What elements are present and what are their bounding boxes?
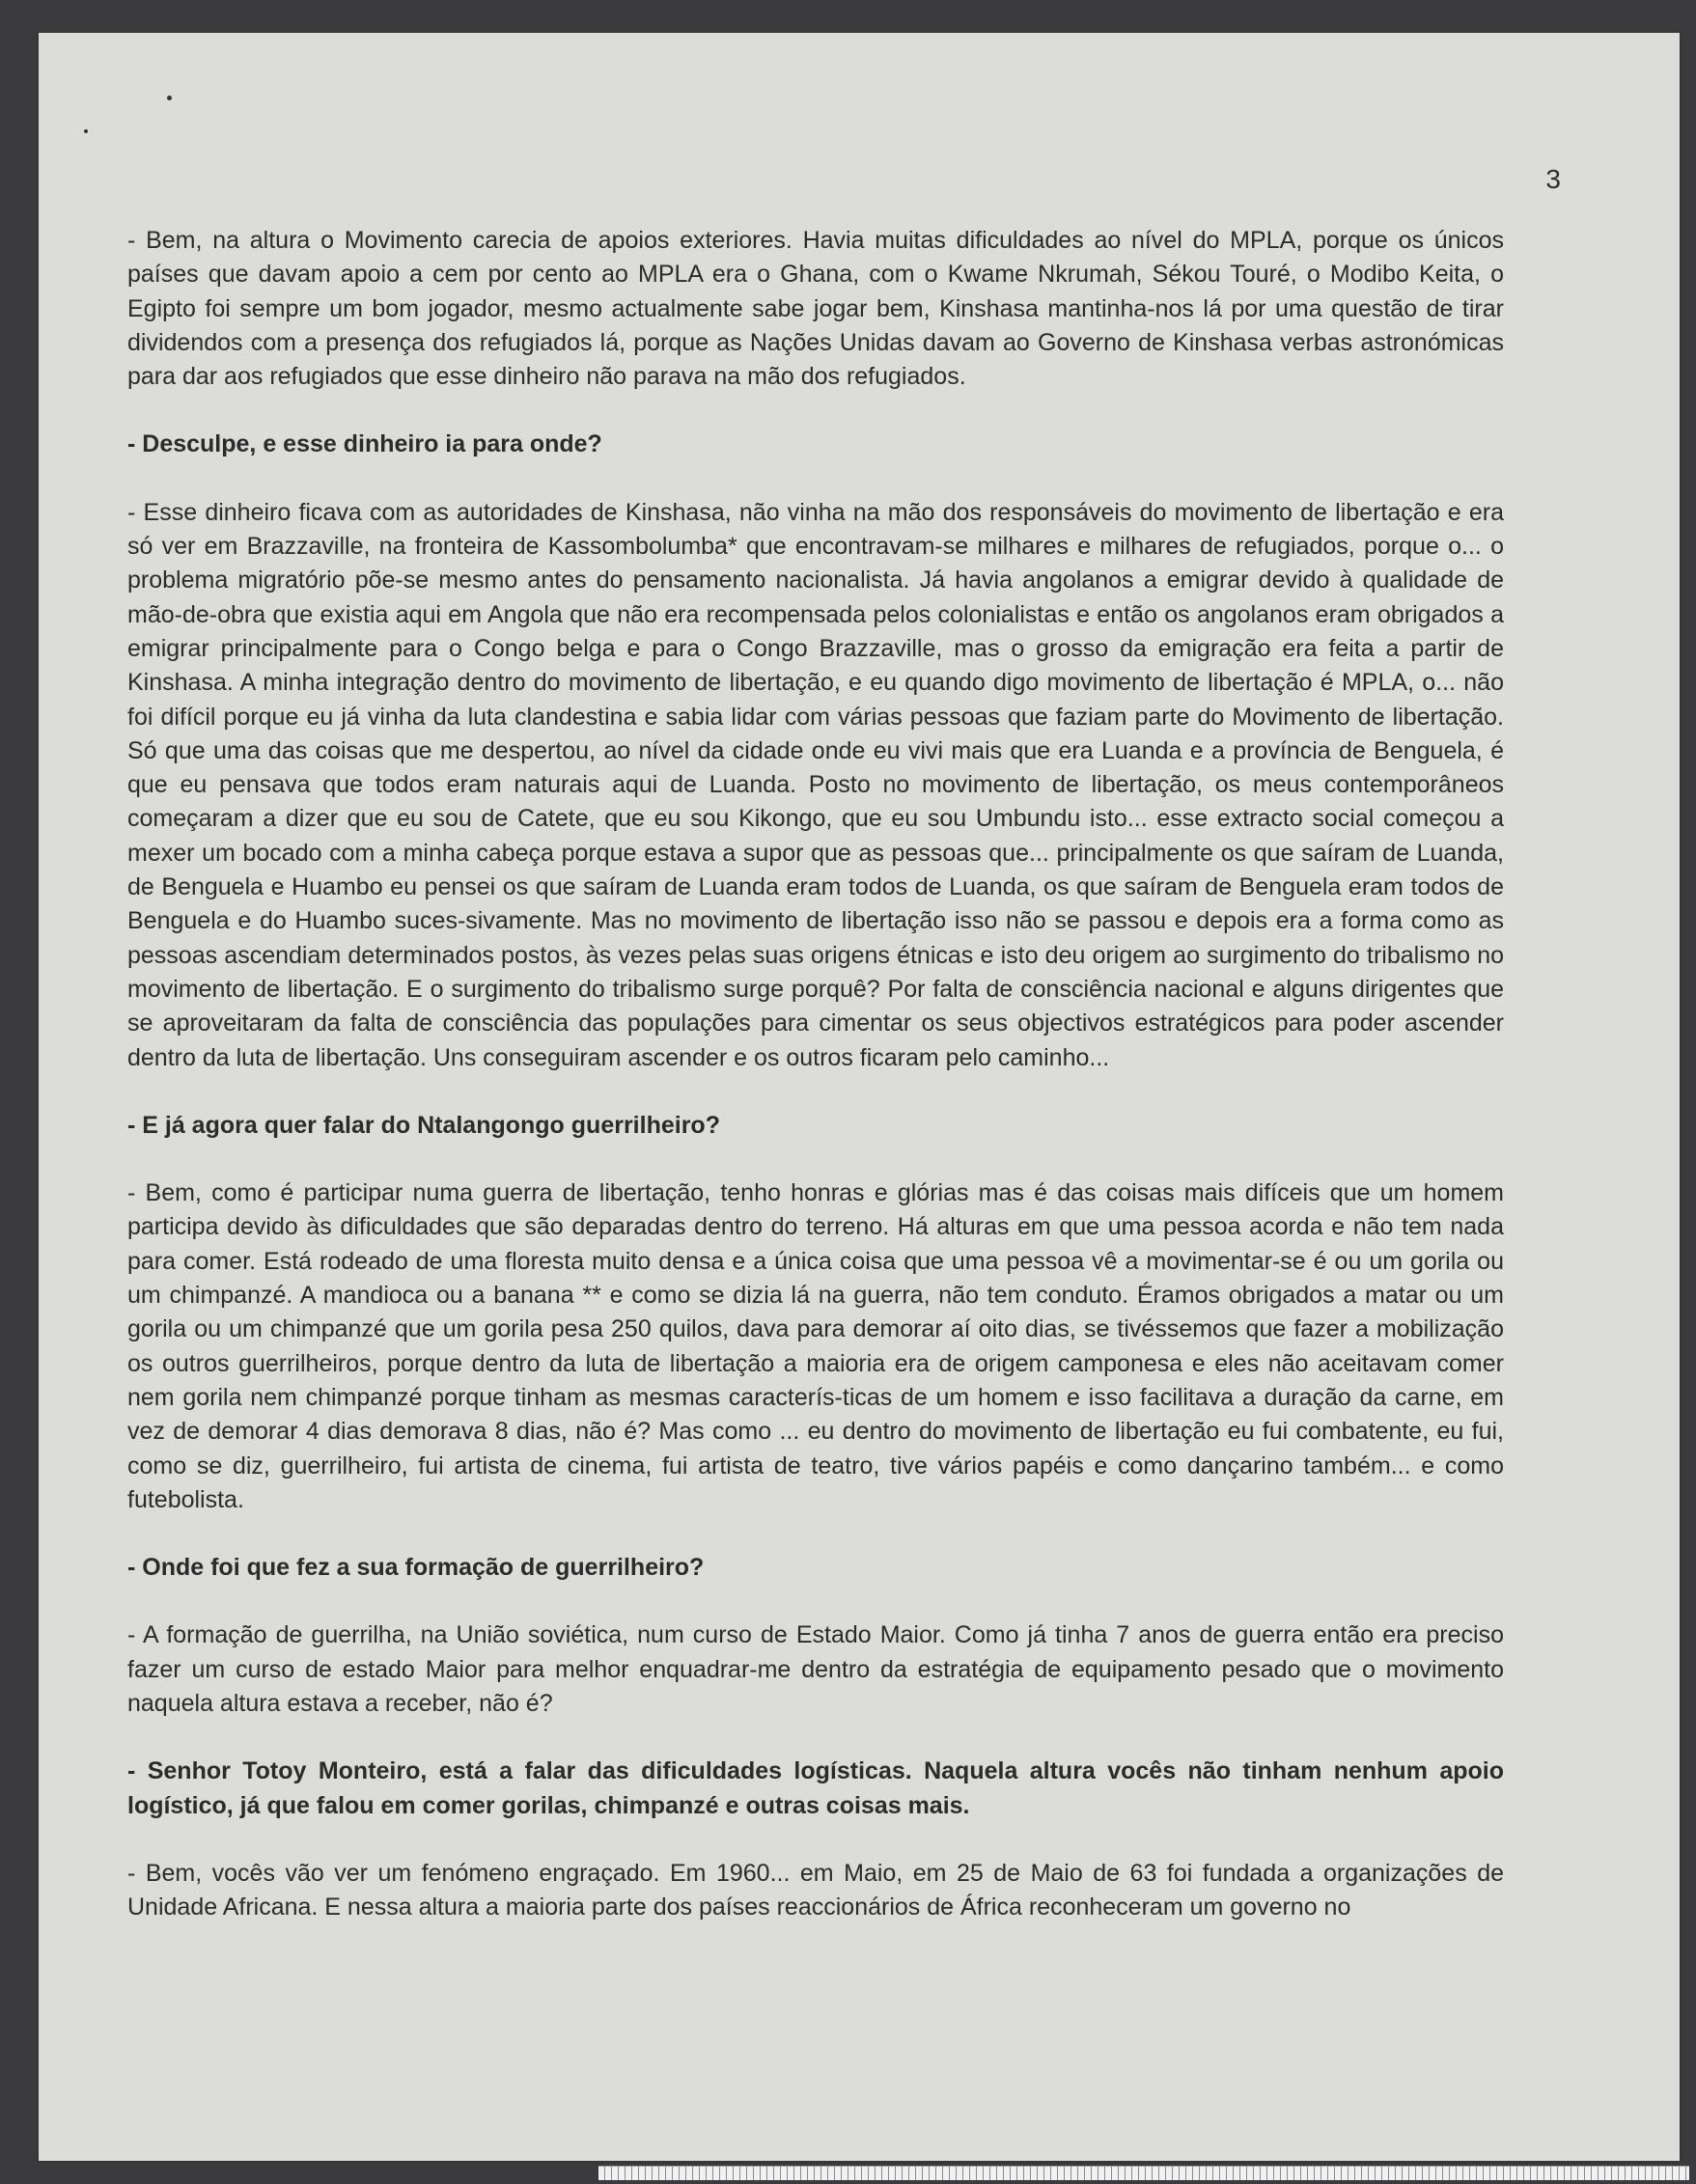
answer-paragraph: - Bem, como é participar numa guerra de libertação, tenho honras e glórias mas é das coisas mais difíceis que um homem participa devido às dificuldades que são deparadas dentro do terreno. Há alturas em que uma pessoa acorda e não tem nada para comer. Está rodeado de uma floresta muito densa e a única coisa que uma pessoa vê a movimentar-se é ou um gorila ou um chimpanzé. A mandioca ou a banana ** e como se dizia lá na guerra, não tem conduto. Éramos obrigados a matar ou um gorila ou um chimpanzé que um gorila pesa 250 quilos, dava para demorar aí oito dias, se tivéssemos que fazer a mobilização os outros guerrilheiros, porque dentro da luta de libertação a maioria era de origem camponesa e eles não aceitavam comer nem gorila nem chimpanzé porque tinham as mesmas caracterís-ticas de um homem e isso facilitava a duração da carne, em vez de demorar 4 dias demorava 8 dias, não é? Mas como ... eu dentro do movimento de libertação eu fui combatente, eu fui, como se diz, guerrilheiro, fui artista de cinema, fui artista de teatro, tive vários papéis e como dançarino também... e como futebolista. [127,1179,1504,1513]
question-paragraph: - Onde foi que fez a sua formação de guerrilheiro? [127,1554,705,1582]
answer-paragraph: - Bem, vocês vão ver um fenómeno engraçado. Em 1960... em Maio, em 25 de Maio de 63 foi fundada a organizações de Unidade Africana. E nessa altura a maioria parte dos países reaccionários de África reconheceram um governo no [127,1859,1504,1921]
question-paragraph: - Senhor Totoy Monteiro, está a falar das dificuldades logísticas. Naquela altura vocês não tinham nenhum apoio logístico, já que falou em comer gorilas, chimpanzé e outras coisas mais. [127,1757,1504,1819]
page-number: 3 [1545,164,1561,194]
paper-speck [84,129,88,133]
answer-paragraph: - Esse dinheiro ficava com as autoridades de Kinshasa, não vinha na mão dos responsáveis do movimento de libertação e era só ver em Brazzaville, na fronteira de Kassombolumba* que encontravam-se milhares e milhares de refugiados, porque o... o problema migratório põe-se mesmo antes do pensamento nacionalista. Já havia angolanos a emigrar devido à qualidade de mão-de-obra que existia aqui em Angola que não era recompensada pelos colonialistas e então os angolanos eram obrigados a emigrar principalmente para o Congo belga e para o Congo Brazzaville, mas o grosso da emigração era feita a partir de Kinshasa. A minha integração dentro do movimento de libertação, e eu quando digo movimento de libertação é MPLA, o... não foi difícil porque eu já vinha da luta clandestina e sabia lidar com várias pessoas que faziam parte do Movimento de libertação. Só que uma das coisas que me despertou, ao nível da cidade onde eu vivi mais que era Luanda e a província de Benguela, é que eu pensava que todos eram naturais aqui de Luanda. Posto no movimento de libertação, os meus contemporâneos começaram a dizer que eu sou de Catete, que eu sou Kikongo, que eu sou Umbundu isto... esse extracto social começou a mexer um bocado com a minha cabeça porque estava a supor que as pessoas que... principalmente os que saíram de Luanda, de Benguela e Huambo eu pensei os que saíram de Luanda eram todos de Luanda, os que saíram de Benguela eram todos de Benguela e do Huambo suces-sivamente. Mas no movimento de libertação isso não se passou e depois era a forma como as pessoas ascendiam determinados postos, às vezes pelas suas origens étnicas e isto deu origem ao surgimento do tribalismo no movimento de libertação. E o surgimento do tribalismo surge porquê? Por falta de consciência nacional e alguns dirigentes que se aproveitaram da falta de consciência das populações para cimentar os seus objectivos estratégicos para poder ascender dentro da luta de libertação. Uns conseguiram ascender e os outros ficaram pelo caminho... [127,498,1504,1071]
scale-ruler [598,2166,1689,2180]
interview-transcript [127,224,1504,1958]
question-paragraph: - E já agora quer falar do Ntalangongo guerrilheiro? [127,1111,720,1139]
paper-speck [167,96,172,100]
answer-paragraph: - A formação de guerrilha, na União soviética, num curso de Estado Maior. Como já tinha 7 anos de guerra então era preciso fazer um curso de estado Maior para melhor enquadrar-me dentro da estratégia de equipamento pesado que o movimento naquela altura estava a receber, não é? [127,1621,1504,1717]
question-paragraph: - Desculpe, e esse dinheiro ia para onde? [127,430,602,458]
answer-paragraph: - Bem, na altura o Movimento carecia de apoios exteriores. Havia muitas dificuldades ao nível do MPLA, porque os únicos países que davam apoio a cem por cento ao MPLA era o Ghana, com o Kwame Nkrumah, Sékou Touré, o Modibo Keita, o Egipto foi sempre um bom jogador, mesmo actualmente sabe jogar bem, Kinshasa mantinha-nos lá por uma questão de tirar dividendos com a presença dos refugiados lá, porque as Nações Unidas davam ao Governo de Kinshasa verbas astronómicas para dar aos refugiados que esse dinheiro não parava na mão dos refugiados. [127,227,1504,391]
